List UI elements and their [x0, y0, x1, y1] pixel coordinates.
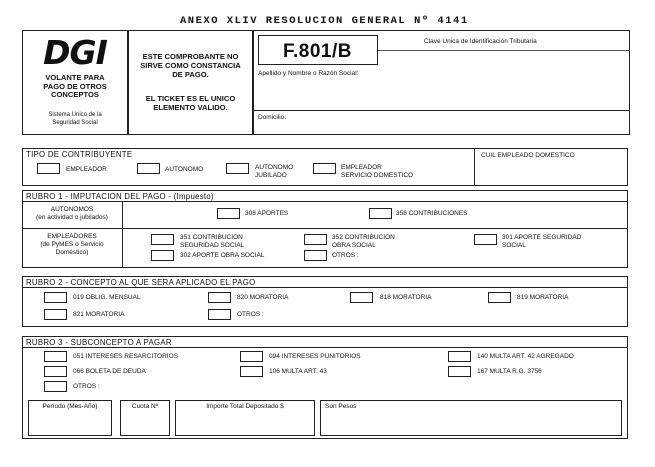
- form-title: VOLANTE PARA PAGO DE OTROS CONCEPTOS: [43, 73, 107, 100]
- contribuciones-358-checkbox[interactable]: [369, 208, 392, 219]
- dgi-logo: DGI: [43, 33, 107, 72]
- contribuciones-358-label: 358 CONTRIBUCIONES: [396, 210, 468, 217]
- aporte-302-checkbox[interactable]: [151, 250, 174, 261]
- divider: [474, 148, 475, 186]
- importe-label: Importe Total Depositado $: [206, 403, 284, 410]
- multa-art43-106-checkbox[interactable]: [240, 366, 263, 377]
- autonomo-jubilado-label: AUTONOMO JUBILADO: [255, 164, 294, 179]
- otros-rubro2-checkbox[interactable]: [208, 309, 231, 320]
- son-pesos-field[interactable]: [320, 400, 622, 436]
- name-field[interactable]: [253, 66, 630, 110]
- empleadores-label: EMPLEADORES (de PyMES o Servicio Doméstico): [40, 233, 104, 256]
- cuil-field[interactable]: [478, 160, 626, 184]
- notice-text-2: EL TICKET ES EL UNICO ELEMENTO VALIDO.: [145, 94, 236, 112]
- multa-art42-140-label: 140 MULTA ART. 42 AGREGADO: [477, 353, 574, 360]
- empleador-servicio-domestico-checkbox[interactable]: [313, 163, 336, 174]
- autonomo-jubilado-checkbox[interactable]: [226, 163, 249, 174]
- otros-rubro1-checkbox[interactable]: [304, 250, 327, 261]
- aporte-301-label: 301 APORTE SEGURIDAD SOCIAL: [502, 234, 582, 249]
- otros-rubro3-checkbox[interactable]: [44, 381, 67, 392]
- moratoria-819-label: 819 MORATORIA: [517, 294, 569, 301]
- moratoria-820-label: 820 MORATORIA: [237, 294, 289, 301]
- page-title: ANEXO XLIV RESOLUCION GENERAL Nº 4141: [180, 15, 469, 27]
- autonomo-checkbox[interactable]: [137, 163, 160, 174]
- form-number: F.801/B: [283, 41, 352, 62]
- multa-art43-106-label: 106 MULTA ART. 43: [269, 368, 327, 375]
- oblig-mensual-019-label: 019 OBLIG. MENSUAL: [73, 294, 141, 301]
- divider: [22, 228, 628, 229]
- otros-rubro1-label: OTROS :: [332, 252, 359, 259]
- otros-rubro2-label: OTROS :: [237, 311, 264, 318]
- divider: [253, 110, 630, 111]
- divider: [22, 287, 628, 288]
- address-field[interactable]: [300, 112, 625, 132]
- moratoria-821-label: 821 MORATORIA: [73, 311, 125, 318]
- aporte-302-label: 302 APORTE OBRA SOCIAL: [180, 252, 265, 259]
- oblig-mensual-019-checkbox[interactable]: [44, 292, 67, 303]
- intereses-punitorios-094-label: 094 INTERESES PUNITORIOS: [269, 353, 361, 360]
- contribucion-352-label: 352 CONTRIBUCION OBRA SOCIAL: [332, 234, 395, 249]
- divider: [22, 347, 628, 348]
- boleta-deuda-066-checkbox[interactable]: [44, 366, 67, 377]
- periodo-label: Período (Mes-Año): [42, 403, 98, 410]
- aportes-308-checkbox[interactable]: [217, 208, 240, 219]
- moratoria-819-checkbox[interactable]: [488, 292, 511, 303]
- cuit-field[interactable]: [378, 50, 630, 51]
- divider: [22, 201, 628, 202]
- moratoria-820-checkbox[interactable]: [208, 292, 231, 303]
- notice-text-1: ESTE COMPROBANTE NO SIRVE COMO CONSTANCIA DE PAGO.: [140, 52, 241, 79]
- intereses-punitorios-094-checkbox[interactable]: [240, 351, 263, 362]
- multa-rg3756-167-label: 167 MULTA R.G. 3756: [477, 368, 542, 375]
- multa-rg3756-167-checkbox[interactable]: [448, 366, 471, 377]
- autonomo-label: AUTONOMO: [165, 166, 204, 173]
- aporte-301-checkbox[interactable]: [474, 234, 497, 245]
- intereses-resarcitorios-051-label: 051 INTERESES RESARCITORIOS: [73, 353, 178, 360]
- cuil-label: CUIL EMPLEADO DOMESTICO: [481, 152, 575, 159]
- moratoria-818-checkbox[interactable]: [350, 292, 373, 303]
- son-pesos-label: Son Pesos: [325, 403, 357, 410]
- empleador-label: EMPLEADOR: [66, 166, 107, 173]
- intereses-resarcitorios-051-checkbox[interactable]: [44, 351, 67, 362]
- name-label: Apellido y Nombre o Razón Social:: [258, 70, 359, 77]
- contribucion-352-checkbox[interactable]: [304, 234, 327, 245]
- boleta-deuda-066-label: 066 BOLETA DE DEUDA: [73, 368, 146, 375]
- rubro2-header: RUBRO 2 - CONCEPTO AL QUE SERA APLICADO EL PAGO: [26, 278, 256, 287]
- empleador-servicio-domestico-label: EMPLEADOR SERVICIO DOMESTICO: [341, 164, 414, 179]
- moratoria-818-label: 818 MORATORIA: [380, 294, 432, 301]
- aportes-308-label: 308 APORTES: [245, 210, 289, 217]
- rubro1-header: RUBRO 1 - IMPUTACION DEL PAGO - (Impuesto): [26, 192, 214, 201]
- form-subtitle: Sistema Unico de la Seguridad Social: [48, 112, 102, 126]
- empleador-checkbox[interactable]: [37, 163, 60, 174]
- contribucion-351-checkbox[interactable]: [151, 234, 174, 245]
- contribucion-351-label: 351 CONTRIBUCION SEGURIDAD SOCIAL: [180, 234, 245, 249]
- divider: [122, 201, 123, 268]
- moratoria-821-checkbox[interactable]: [44, 309, 67, 320]
- cuota-label: Cuota Nº: [131, 403, 159, 410]
- otros-rubro3-label: OTROS :: [73, 383, 100, 390]
- rubro3-header: RUBRO 3 - SUBCONCEPTO A PAGAR: [26, 338, 172, 347]
- address-label: Domicilio:: [258, 114, 287, 121]
- notice-block: [128, 30, 253, 135]
- autonomos-label: AUTONOMOS (en actividad o jubilados): [36, 206, 108, 221]
- tipo-contribuyente-header: TIPO DE CONTRIBUYENTE: [26, 150, 133, 159]
- multa-art42-140-checkbox[interactable]: [448, 351, 471, 362]
- cuit-label: Clave Unica de Identificación Tributaria: [424, 38, 537, 45]
